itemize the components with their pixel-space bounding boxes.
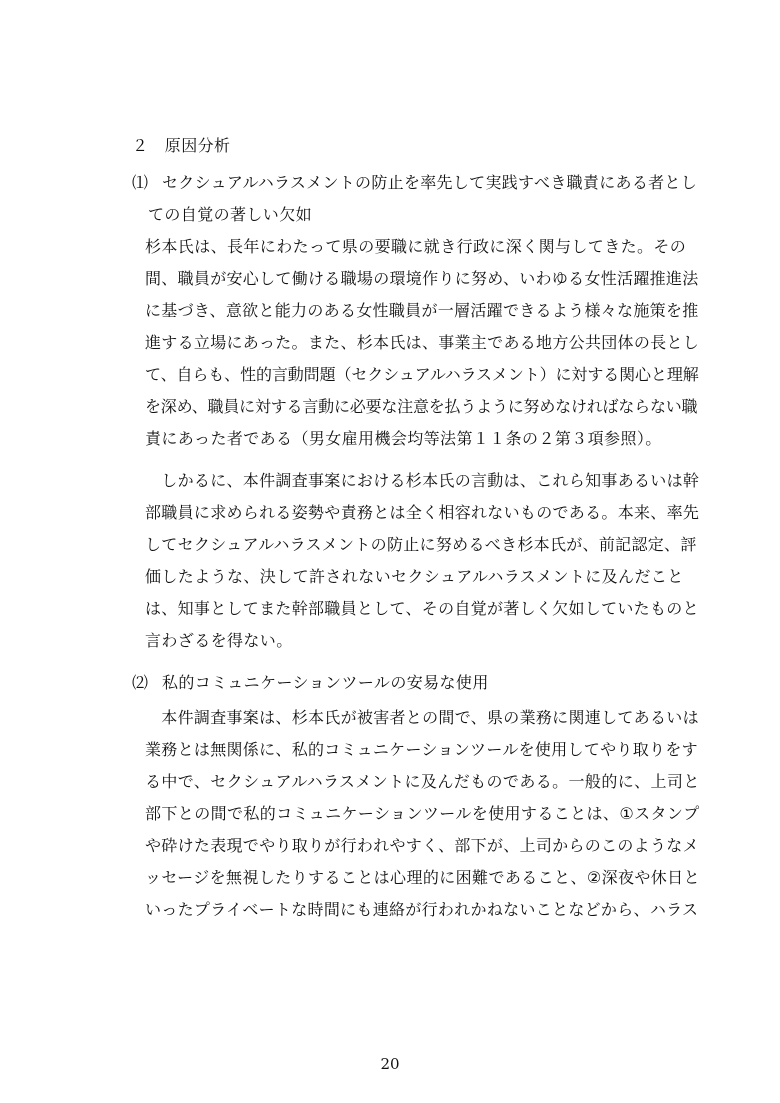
item1-para1-line: て、自らも、性的言動問題（セクシュアルハラスメント）に対する関心と理解 bbox=[145, 365, 699, 384]
item2-para1-line: 業務とは無関係に、私的コミュニケーションツールを使用してやり取りをす bbox=[145, 740, 698, 759]
item1-title-line2: ての自覚の著しい欠如 bbox=[148, 205, 313, 224]
item1-para2-line: 価したような、決して許されないセクシュアルハラスメントに及んだこと bbox=[145, 567, 684, 586]
item2-para1-line: 本件調査事案は、杉本氏が被害者との間で、県の業務に関連してあるいは bbox=[145, 708, 699, 727]
item1-title-text: セクシュアルハラスメントの防止を率先して実践すべき職責にある者とし bbox=[162, 173, 698, 192]
item1-para2-line: してセクシュアルハラスメントの防止に努めるべき杉本氏が、前記認定、評 bbox=[145, 535, 697, 554]
item2-para1-line: いったプライベートな時間にも連絡が行われかねないことなどから、ハラス bbox=[145, 900, 699, 919]
item2-para1-line: ッセージを無視したりすることは心理的に困難であること、②深夜や休日と bbox=[145, 868, 700, 887]
item1-para1-line: 杉本氏は、長年にわたって県の要職に就き行政に深く関与してきた。その bbox=[145, 237, 687, 256]
item2-marker: ⑵ bbox=[132, 673, 149, 692]
page-number: 20 bbox=[380, 1055, 400, 1073]
item1-para1-line: 責にあった者である（男女雇用機会均等法第１１条の２第３項参照）。 bbox=[145, 429, 662, 448]
item1-para1-line: に基づき、意欲と能力のある女性職員が一層活躍できるよう様々な施策を推 bbox=[145, 301, 699, 320]
item2-title-text: 私的コミュニケーションツールの安易な使用 bbox=[162, 673, 489, 692]
item1-para2-line: は、知事としてまた幹部職員として、その自覚が著しく欠如していたものと bbox=[145, 599, 699, 618]
item1-para1-line: 間、職員が安心して働ける職場の環境作りに努め、いわゆる女性活躍推進法 bbox=[145, 269, 699, 288]
item1-para2-line: 部職員に求められる姿勢や責務とは全く相容れないものである。本来、率先 bbox=[145, 503, 700, 522]
item1-marker: ⑴ bbox=[132, 173, 149, 192]
item2-title bbox=[132, 673, 489, 693]
item1-title-line1 bbox=[132, 173, 697, 193]
item2-para1-line: や砕けた表現でやり取りが行われやすく、部下が、上司からのこのようなメ bbox=[145, 836, 699, 855]
item1-para1-line: 進する立場にあった。また、杉本氏は、事業主である地方公共団体の長とし bbox=[145, 333, 700, 352]
item1-para1-line: を深め、職員に対する言動に必要な注意を払うように努めなければならない職 bbox=[145, 397, 698, 416]
item2-para1-line: る中で、セクシュアルハラスメントに及んだものである。一般的に、上司と bbox=[145, 772, 700, 791]
item2-para1-line: 部下との間で私的コミュニケーションツールを使用することは、①スタンプ bbox=[145, 804, 700, 823]
item1-para2-line: 言わざるを得ない。 bbox=[145, 631, 293, 650]
section-heading: ２ 原因分析 bbox=[132, 136, 231, 155]
item1-para2-line: しかるに、本件調査事案における杉本氏の言動は、これら知事あるいは幹 bbox=[145, 471, 700, 490]
